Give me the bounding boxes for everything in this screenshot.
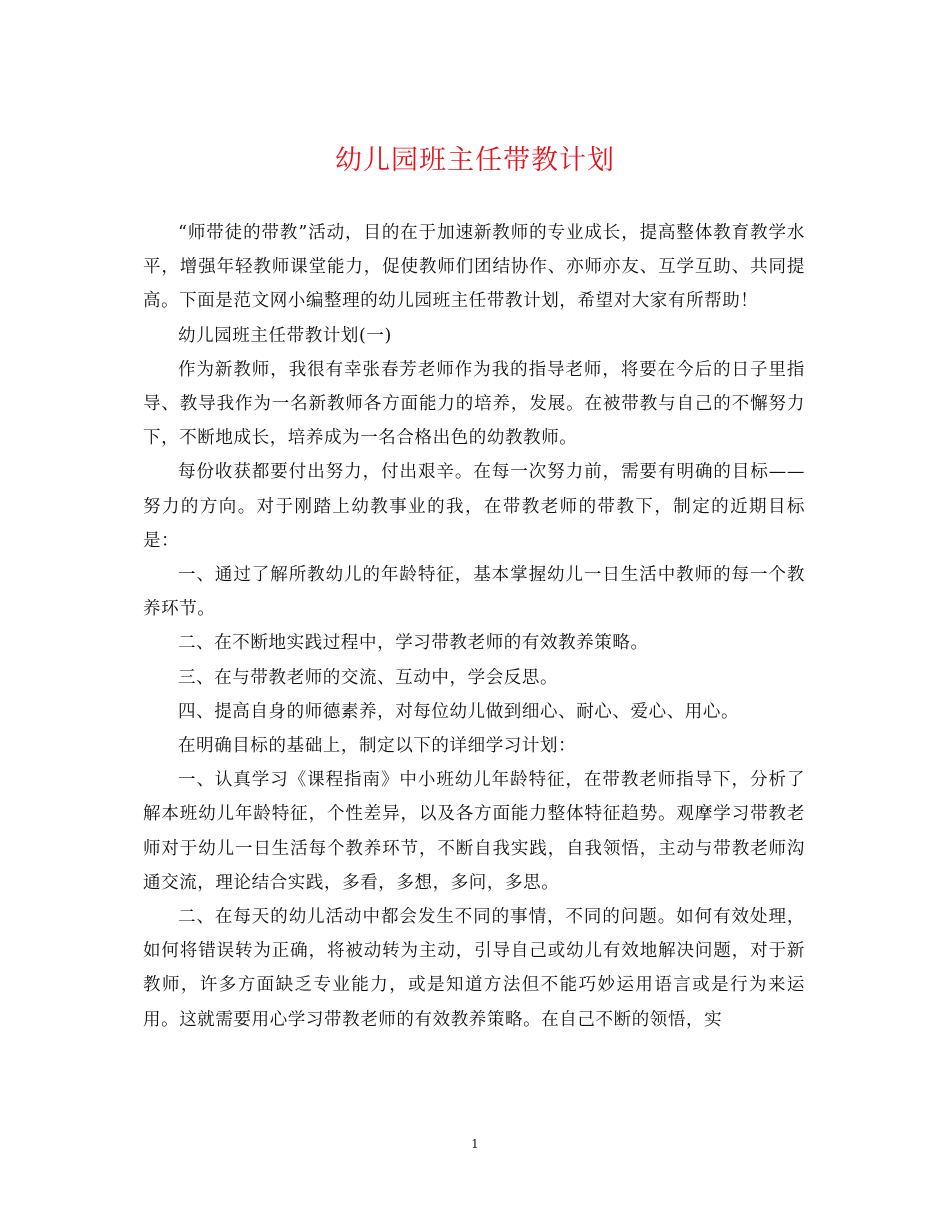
goal-item-4: 四、提高自身的师德素养，对每位幼儿做到细心、耐心、爱心、用心。 <box>178 701 740 722</box>
goal-item-3: 三、在与带教老师的交流、互动中，学会反思。 <box>178 667 559 688</box>
document-body <box>143 216 805 1037</box>
document-title: 幼儿园班主任带教计划 <box>335 145 615 176</box>
paragraph: 在明确目标的基础上，制定以下的详细学习计划： <box>178 736 577 757</box>
paragraph-intro: “师带徒的带教”活动，目的在于加速新教师的专业成长，提高整体教育教学水平，增强年轻教师课堂能力，促使教师们团结协作、亦师亦友、互学互助、共同提高。下面是范文网小编整理的幼儿园班主任带教计划，希望对大家有所帮助！ <box>143 223 805 312</box>
goal-item-2: 二、在不断地实践过程中，学习带教老师的有效教养策略。 <box>178 633 649 654</box>
section-heading: 幼儿园班主任带教计划(一) <box>178 325 392 346</box>
plan-item-2: 二、在每天的幼儿活动中都会发生不同的事情，不同的问题。如何有效处理，如何将错误转为正确，将被动转为主动，引导自己或幼儿有效地解决问题，对于新教师，许多方面缺乏专业能力，或是知道方法但不能巧妙运用语言或是行为来运用。这就需要用心学习带教老师的有效教养策略。在自己不断的领悟，实 <box>143 907 805 1030</box>
paragraph: 作为新教师，我很有幸张春芳老师作为我的指导老师，将要在今后的日子里指导、教导我作为一名新教师各方面能力的培养，发展。在被带教与自己的不懈努力下，不断地成长，培养成为一名合格出色的幼教教师。 <box>143 359 805 449</box>
paragraph: 每份收获都要付出努力，付出艰辛。在每一次努力前，需要有明确的目标——努力的方向。对于刚踏上幼教事业的我，在带教老师的带教下，制定的近期目标是： <box>143 462 805 551</box>
plan-item-1: 一、认真学习《课程指南》中小班幼儿年龄特征，在带教老师指导下，分析了解本班幼儿年龄特征，个性差异，以及各方面能力整体特征趋势。观摩学习带教老师对于幼儿一日生活每个教养环节，不断自我实践，自我领悟，主动与带教老师沟通交流，理论结合实践，多看，多想，多问，多思。 <box>143 770 805 893</box>
page-number: 1 <box>471 1137 479 1151</box>
goal-item-1: 一、通过了解所教幼儿的年龄特征，基本掌握幼儿一日生活中教师的每一个教养环节。 <box>143 565 805 620</box>
